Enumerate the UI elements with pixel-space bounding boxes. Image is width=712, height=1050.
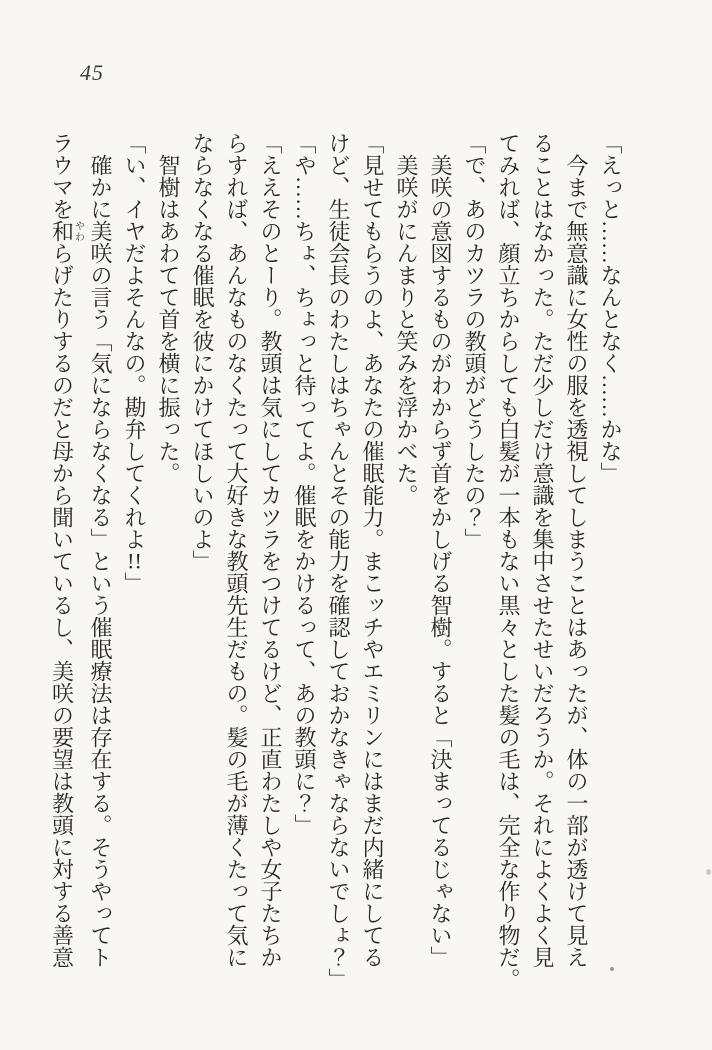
tate-chu-yoko: !!: [127, 550, 142, 572]
text-line: 「えっと……なんとなく……かな」: [598, 132, 623, 484]
text-line: 智樹はあわてて首を横に振った。: [156, 154, 181, 484]
text-line: ならなくなる催眠を彼にかけてほしいのよ」: [190, 132, 215, 572]
text-line: けど、生徒会長のわたしはちゃんとその能力を確認しておかなきゃならないでしょ？」: [326, 132, 351, 990]
text-line: てみれば、顔立ちからしても白髪が一本もない黒々とした髪の毛は、完全な作り物だ。: [496, 132, 521, 990]
text-block: [45, 132, 628, 994]
text-line: ラウマを和やわらげたりするのだと母から聞いているし、美咲の要望は教頭に対する善意: [49, 132, 84, 968]
scan-speck: [610, 967, 614, 971]
scan-speck: [706, 869, 711, 875]
text-line: 美咲の意図するものがわからず首をかしげる智樹。すると「決まってるじゃない」: [428, 154, 453, 968]
text-line: 「見せてもらうのよ、あなたの催眠能力。まこッチやエミリンにはまだ内緒にしてる: [360, 132, 385, 968]
page-number: 45: [80, 60, 104, 85]
text-line: 今まで無意識に女性の服を透視してしまうことはあったが、体の一部が透けて見え: [564, 154, 589, 968]
text-line: 「い、イヤだよそんなの。勘弁してくれよ!!」: [122, 132, 147, 594]
text-line: 確かに美咲の言う「気にならなくなる」という催眠療法は存在する。そうやってト: [88, 154, 113, 968]
text-line: らすれば、あんなものなくたって大好きな教頭先生だもの。髪の毛が薄くたって気に: [224, 132, 249, 968]
ruby-annotated-char: 和やわ: [49, 220, 84, 242]
text-line: 美咲がにんまりと笑みを浮かべた。: [394, 154, 419, 506]
text-line: 「や……ちょ、ちょっと待ってよ。催眠をかけるって、あの教頭に？」: [292, 132, 317, 836]
text-line: ることはなかった。ただ少しだけ意識を集中させたせいだろうか。それによくよく見: [530, 132, 555, 968]
text-line: 「ええそのとーり。教頭は気にしてカツラをつけてるけど、正直わたしや女子たちか: [258, 132, 283, 968]
text-line: 「で、あのカツラの教頭がどうしたの？」: [462, 132, 487, 550]
